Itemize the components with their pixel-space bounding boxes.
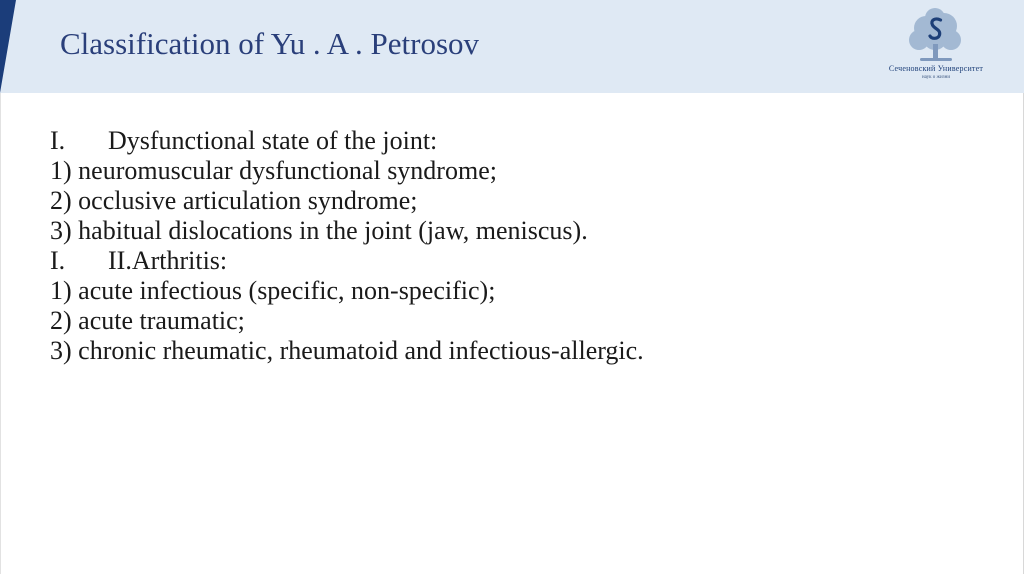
list-item: 3) chronic rheumatic, rheumatoid and infectious-allergic. (50, 336, 644, 365)
section-heading-text: Dysfunctional state of the joint: (108, 126, 438, 155)
logo-tagline: наук о жизни (921, 75, 951, 80)
section-heading (50, 246, 644, 276)
university-logo (874, 8, 998, 88)
list-item: 1) acute infectious (specific, non-specific); (50, 276, 496, 305)
list-item: 3) habitual dislocations in the joint (jaw, meniscus). (50, 216, 588, 245)
section-number: I. (50, 246, 66, 275)
accent-stripe (0, 0, 16, 93)
slide-title: Classification of Yu . A . Petrosov (60, 26, 480, 61)
logo-name: Сеченовский Университет (888, 64, 984, 73)
classification-list (50, 126, 644, 366)
tree-s-logo-icon (904, 8, 968, 64)
section-heading (50, 126, 644, 156)
list-item: 2) occlusive articulation syndrome; (50, 186, 418, 215)
section-number: I. (50, 126, 66, 155)
slide-border-left (0, 93, 1, 574)
list-item: 1) neuromuscular dysfunctional syndrome; (50, 156, 497, 185)
section-heading-text: II.Arthritis: (108, 246, 228, 275)
list-item: 2) acute traumatic; (50, 306, 245, 335)
